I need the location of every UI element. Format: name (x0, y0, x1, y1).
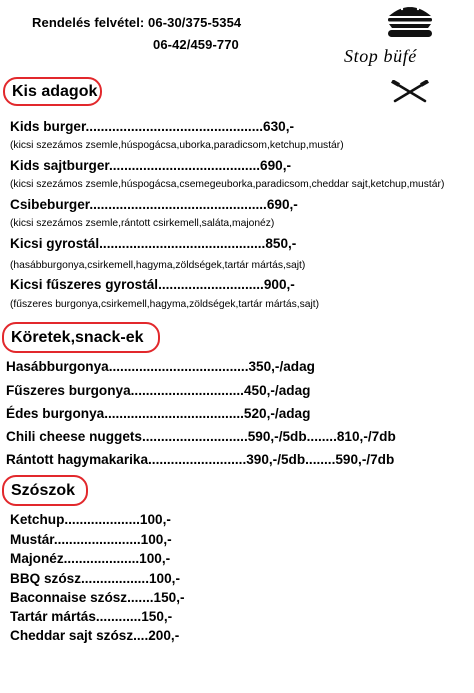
menu-item: Baconnaise szósz.......150,- (10, 590, 185, 605)
menu-item-description: (kicsi szezámos zsemle,húspogácsa,csemegeuborka,paradicsom,cheddar sajt,ketchup,mustár) (10, 179, 445, 190)
burger-icon (385, 0, 435, 40)
menu-item: Mustár.......................100,- (10, 532, 172, 547)
menu-item: Kids sajtburger........................................690,- (10, 158, 292, 173)
menu-item: Rántott hagymakarika..........................390,-/5db........590,-/7db (6, 452, 395, 467)
menu-item: Cheddar sajt szósz....200,- (10, 628, 180, 643)
menu-item: Hasábburgonya.....................................350,-/adag (6, 359, 315, 374)
menu-item-description: (fűszeres burgonya,csirkemell,hagyma,zöldségek,tartár mártás,sajt) (10, 299, 320, 310)
menu-item: Kids burger...............................................630,- (10, 119, 295, 134)
menu-item: Fűszeres burgonya..............................450,-/adag (6, 383, 311, 398)
menu-item-description: (kicsi szezámos zsemle,rántott csirkemell,saláta,majonéz) (10, 218, 275, 229)
menu-item: BBQ szósz..................100,- (10, 571, 180, 586)
menu-item: Édes burgonya.....................................520,-/adag (6, 406, 311, 421)
menu-item: Kicsi gyrostál............................................850,- (10, 236, 297, 251)
section-title-szoszok: Szószok (2, 475, 88, 506)
menu-item: Tartár mártás............150,- (10, 609, 173, 624)
logo-text: Stop büfé (344, 46, 417, 66)
section-title-koretek: Köretek,snack-ek (2, 322, 160, 353)
menu-item: Csibeburger...............................................690,- (10, 197, 298, 212)
menu-item: Kicsi fűszeres gyrostál............................900,- (10, 277, 295, 292)
menu-item: Chili cheese nuggets............................590,-/5db........810,-/7db (6, 429, 396, 444)
phone-line-2: 06-42/459-770 (153, 37, 239, 52)
menu-item: Ketchup....................100,- (10, 512, 171, 527)
crossed-fork-knife-icon (390, 80, 430, 104)
menu-item-description: (kicsi szezámos zsemle,húspogácsa,uborka,paradicsom,ketchup,mustár) (10, 140, 344, 151)
menu-item-description: (hasábburgonya,csirkemell,hagyma,zöldségek,tartár mártás,sajt) (10, 260, 306, 271)
phone-line-1: Rendelés felvétel: 06-30/375-5354 (32, 15, 242, 30)
menu-item: Majonéz....................100,- (10, 551, 171, 566)
section-title-kis-adagok: Kis adagok (3, 77, 102, 106)
